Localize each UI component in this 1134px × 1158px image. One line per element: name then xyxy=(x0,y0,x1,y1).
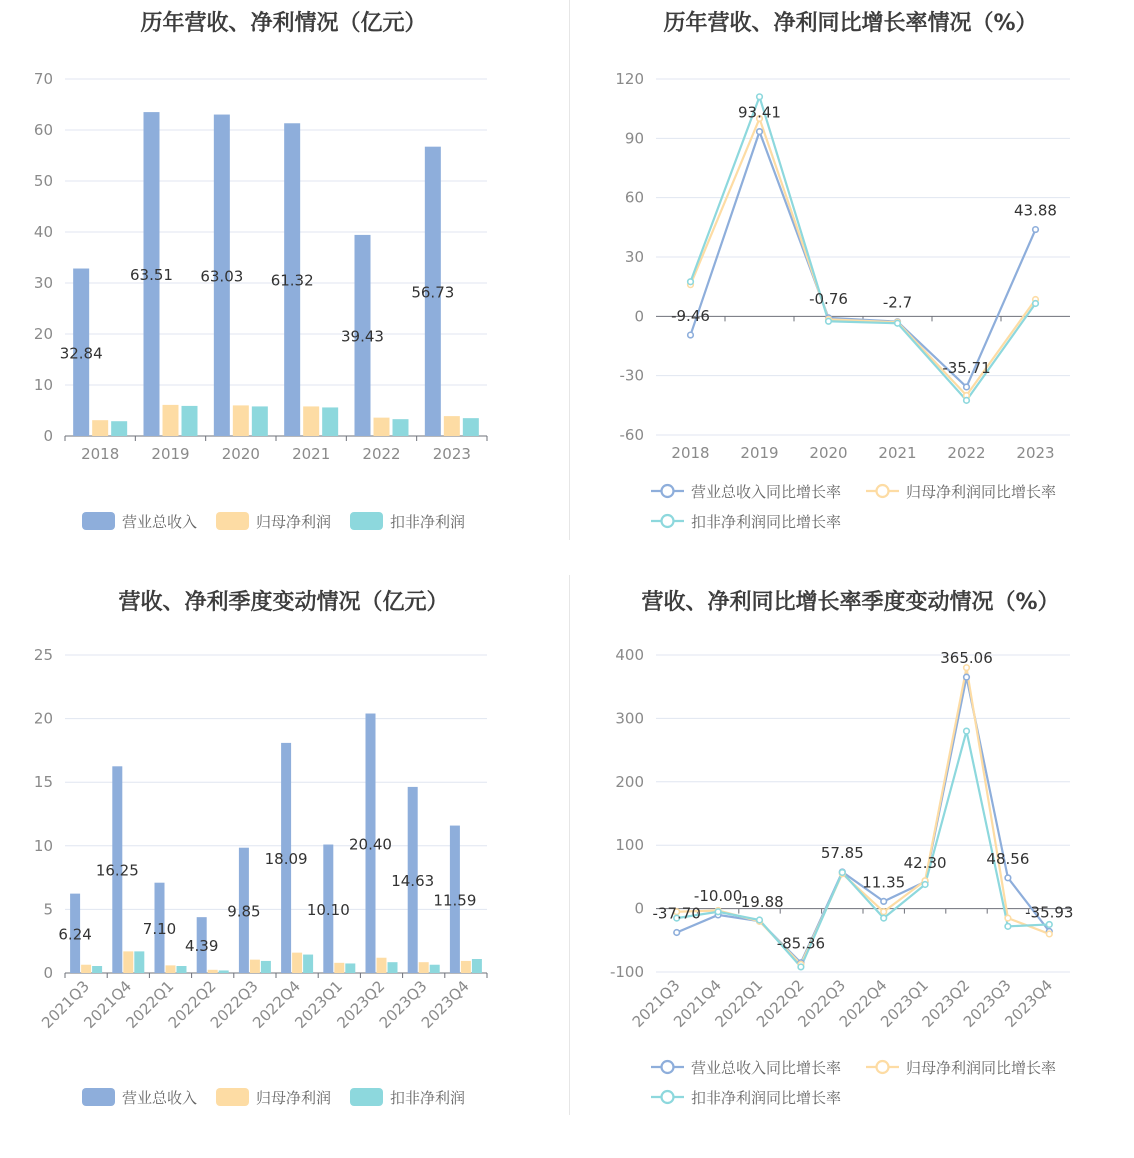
y-tick-label: 20 xyxy=(33,709,53,728)
series-line xyxy=(691,132,1036,387)
x-tick-label: 2023 xyxy=(1016,444,1055,462)
series-line xyxy=(677,668,1050,965)
data-point xyxy=(964,398,970,404)
legend-swatch[interactable] xyxy=(350,512,383,530)
data-point xyxy=(922,882,928,888)
bar xyxy=(261,961,271,973)
y-tick-label: 70 xyxy=(33,70,53,88)
legend-label[interactable]: 扣非净利润 xyxy=(390,1089,466,1107)
x-tick-label: 2021Q4 xyxy=(80,977,136,1032)
x-tick-label: 2022Q1 xyxy=(711,976,767,1031)
bar xyxy=(463,418,479,436)
data-label: 93.41 xyxy=(738,103,781,122)
y-tick-label: 60 xyxy=(624,188,644,207)
bar xyxy=(92,420,108,436)
data-label: 63.03 xyxy=(200,267,244,286)
bar xyxy=(111,421,127,436)
data-point xyxy=(840,870,846,876)
quarterly-values-panel xyxy=(0,579,567,1158)
bar xyxy=(303,955,313,973)
quarterly-growth-chart xyxy=(567,579,1134,1158)
legend-label[interactable]: 营业总收入 xyxy=(122,1089,198,1107)
data-point xyxy=(1047,922,1053,928)
bar xyxy=(219,970,229,973)
data-point xyxy=(1047,931,1053,937)
data-label: -35.71 xyxy=(942,358,991,377)
y-tick-label: 60 xyxy=(33,121,53,139)
bar xyxy=(233,405,249,436)
legend-label[interactable]: 归母净利润 xyxy=(256,513,332,531)
data-point xyxy=(964,728,970,734)
legend-swatch[interactable] xyxy=(82,512,115,530)
data-point xyxy=(688,332,694,338)
data-label: 11.59 xyxy=(433,891,477,910)
x-tick-label: 2022Q4 xyxy=(249,977,304,1032)
y-tick-label: 400 xyxy=(615,646,644,664)
data-label: -35.93 xyxy=(1025,903,1074,922)
legend-marker[interactable] xyxy=(662,1091,674,1103)
y-tick-label: 30 xyxy=(33,274,53,292)
data-point xyxy=(881,899,887,905)
data-label: 39.43 xyxy=(341,327,384,346)
y-tick-label: 50 xyxy=(33,172,53,190)
legend-swatch[interactable] xyxy=(216,512,249,530)
legend-label[interactable]: 营业总收入 xyxy=(122,513,198,531)
legend-label[interactable]: 营业总收入同比增长率 xyxy=(691,1059,842,1077)
legend-swatch[interactable] xyxy=(216,1088,249,1106)
data-label: 57.85 xyxy=(820,843,864,862)
y-tick-label: -100 xyxy=(609,963,644,981)
quarterly-growth-panel xyxy=(567,579,1134,1158)
data-label: 43.88 xyxy=(1014,201,1057,220)
y-tick-label: 90 xyxy=(624,129,644,148)
bar xyxy=(177,966,187,973)
bar xyxy=(92,966,102,973)
bar xyxy=(250,960,260,973)
data-label: 4.39 xyxy=(184,937,219,956)
legend-label[interactable]: 扣非净利润同比增长率 xyxy=(691,1089,842,1107)
data-label: 56.73 xyxy=(411,283,455,302)
data-point xyxy=(964,384,970,390)
bar xyxy=(208,970,218,973)
bar xyxy=(166,965,176,973)
x-tick-label: 2022Q2 xyxy=(752,976,808,1031)
legend-label[interactable]: 扣非净利润 xyxy=(390,513,466,531)
annual-growth-chart xyxy=(567,0,1134,579)
bar xyxy=(182,406,198,436)
data-label: 11.35 xyxy=(862,873,906,892)
x-tick-label: 2020 xyxy=(221,445,260,463)
legend-label[interactable]: 归母净利润同比增长率 xyxy=(906,483,1057,501)
y-tick-label: 0 xyxy=(634,307,644,326)
data-label: -2.7 xyxy=(882,293,913,312)
y-tick-label: 15 xyxy=(33,773,53,792)
legend-marker[interactable] xyxy=(662,1061,674,1073)
bar xyxy=(461,961,471,973)
bar xyxy=(322,407,338,436)
x-tick-label: 2018 xyxy=(81,445,120,463)
x-tick-label: 2023Q3 xyxy=(959,976,1015,1031)
data-label: 16.25 xyxy=(95,861,139,880)
legend-marker[interactable] xyxy=(877,485,889,497)
data-label: 9.85 xyxy=(227,902,261,921)
y-tick-label: 120 xyxy=(615,70,644,88)
x-tick-label: 2022Q3 xyxy=(206,977,262,1032)
x-tick-label: 2022 xyxy=(947,444,986,462)
x-tick-label: 2023Q4 xyxy=(417,977,473,1032)
data-point xyxy=(881,915,887,921)
data-label: 14.63 xyxy=(391,871,435,890)
data-label: 365.06 xyxy=(940,649,993,668)
bar xyxy=(419,962,429,973)
legend-label[interactable]: 归母净利润同比增长率 xyxy=(906,1059,1057,1077)
x-tick-label: 2022Q3 xyxy=(794,976,850,1031)
bar xyxy=(292,953,302,973)
legend-swatch[interactable] xyxy=(82,1088,115,1106)
data-point xyxy=(881,909,887,915)
bar xyxy=(393,419,409,436)
y-tick-label: 30 xyxy=(624,248,644,266)
data-point xyxy=(798,964,804,970)
x-tick-label: 2021 xyxy=(292,445,331,463)
data-label: 20.40 xyxy=(349,835,392,854)
legend-label[interactable]: 营业总收入同比增长率 xyxy=(691,483,842,501)
data-point xyxy=(1033,301,1039,307)
y-tick-label: 10 xyxy=(33,376,53,394)
data-point xyxy=(1005,875,1011,881)
chart-title: 历年营收、净利情况（亿元） xyxy=(140,11,427,36)
y-tick-label: 300 xyxy=(615,709,644,728)
bar xyxy=(388,962,398,973)
x-tick-label: 2021Q3 xyxy=(628,976,684,1031)
x-tick-label: 2019 xyxy=(151,445,190,463)
data-label: -10.00 xyxy=(693,886,743,905)
x-tick-label: 2023Q2 xyxy=(918,976,974,1031)
bar xyxy=(472,959,482,973)
data-point xyxy=(757,129,763,135)
y-tick-label: 20 xyxy=(33,325,53,343)
y-tick-label: 0 xyxy=(43,427,53,445)
data-label: 18.09 xyxy=(264,849,308,868)
y-tick-label: -30 xyxy=(619,366,644,385)
legend-swatch[interactable] xyxy=(350,1088,383,1106)
data-point xyxy=(1005,915,1011,921)
legend-marker[interactable] xyxy=(662,485,674,497)
y-tick-label: 5 xyxy=(43,900,53,919)
data-point xyxy=(715,909,721,915)
data-label: 6.24 xyxy=(58,925,92,944)
x-tick-label: 2023Q4 xyxy=(1001,976,1057,1031)
x-tick-label: 2023Q1 xyxy=(877,976,932,1031)
y-tick-label: 25 xyxy=(33,646,53,664)
x-tick-label: 2020 xyxy=(809,444,848,462)
data-point xyxy=(757,917,763,923)
x-tick-label: 2022Q1 xyxy=(122,977,178,1032)
data-point xyxy=(757,94,763,100)
x-tick-label: 2022 xyxy=(362,445,401,463)
bar xyxy=(81,965,91,973)
y-tick-label: 40 xyxy=(33,223,53,241)
annual-values-panel xyxy=(0,0,567,579)
annual-values-chart xyxy=(0,0,567,579)
y-tick-label: 100 xyxy=(615,836,644,855)
data-label: 10.10 xyxy=(306,900,350,919)
bar xyxy=(163,405,179,436)
legend-marker[interactable] xyxy=(877,1061,889,1073)
data-label: 32.84 xyxy=(59,344,103,363)
y-tick-label: 200 xyxy=(615,772,644,791)
data-point xyxy=(674,930,680,936)
x-tick-label: 2021Q4 xyxy=(670,976,725,1031)
x-tick-label: 2023Q1 xyxy=(291,977,347,1032)
chart-title: 营收、净利季度变动情况（亿元） xyxy=(118,590,449,615)
bar xyxy=(345,963,355,973)
legend-label[interactable]: 归母净利润 xyxy=(256,1089,332,1107)
bar xyxy=(123,951,133,973)
data-label: 61.32 xyxy=(270,271,314,290)
chart-title: 历年营收、净利同比增长率情况（%） xyxy=(663,11,1038,36)
data-label: 63.51 xyxy=(130,266,173,285)
x-tick-label: 2023 xyxy=(432,445,471,463)
series-line xyxy=(691,97,1036,401)
x-tick-label: 2023Q2 xyxy=(333,977,389,1032)
x-tick-label: 2021Q3 xyxy=(38,977,93,1032)
bar xyxy=(334,963,344,973)
chart-title: 营收、净利同比增长率季度变动情况（%） xyxy=(641,590,1060,615)
data-label: 48.56 xyxy=(986,849,1030,868)
y-tick-label: 0 xyxy=(634,899,644,918)
y-tick-label: 0 xyxy=(43,964,53,982)
data-point xyxy=(1033,227,1039,233)
bar xyxy=(430,965,440,973)
x-tick-label: 2022Q4 xyxy=(835,976,891,1031)
data-point xyxy=(895,320,901,326)
data-label: -85.36 xyxy=(776,934,826,953)
bar xyxy=(303,406,319,436)
x-tick-label: 2018 xyxy=(671,444,710,462)
bar xyxy=(377,958,387,973)
x-tick-label: 2019 xyxy=(740,444,779,462)
data-point xyxy=(688,279,694,285)
data-label: -0.76 xyxy=(809,289,848,308)
data-point xyxy=(964,674,970,680)
data-point xyxy=(826,318,832,324)
data-label: 7.10 xyxy=(142,919,177,938)
bar xyxy=(134,951,144,973)
bar xyxy=(444,416,460,436)
legend-label[interactable]: 扣非净利润同比增长率 xyxy=(691,513,842,531)
y-tick-label: 10 xyxy=(33,836,53,855)
x-tick-label: 2021 xyxy=(878,444,917,462)
legend-marker[interactable] xyxy=(662,515,674,527)
quarterly-values-chart xyxy=(0,579,567,1158)
data-point xyxy=(1005,924,1011,930)
bar xyxy=(374,418,390,436)
y-tick-label: -60 xyxy=(619,426,644,444)
annual-growth-panel xyxy=(567,0,1134,579)
series-line xyxy=(677,677,1050,963)
x-tick-label: 2023Q3 xyxy=(375,977,431,1032)
data-label: 42.30 xyxy=(903,853,947,872)
data-label: -9.46 xyxy=(671,307,710,326)
bar xyxy=(252,406,268,436)
data-label: -37.70 xyxy=(652,904,701,923)
data-label: -19.88 xyxy=(735,893,784,912)
x-tick-label: 2022Q2 xyxy=(164,977,220,1032)
